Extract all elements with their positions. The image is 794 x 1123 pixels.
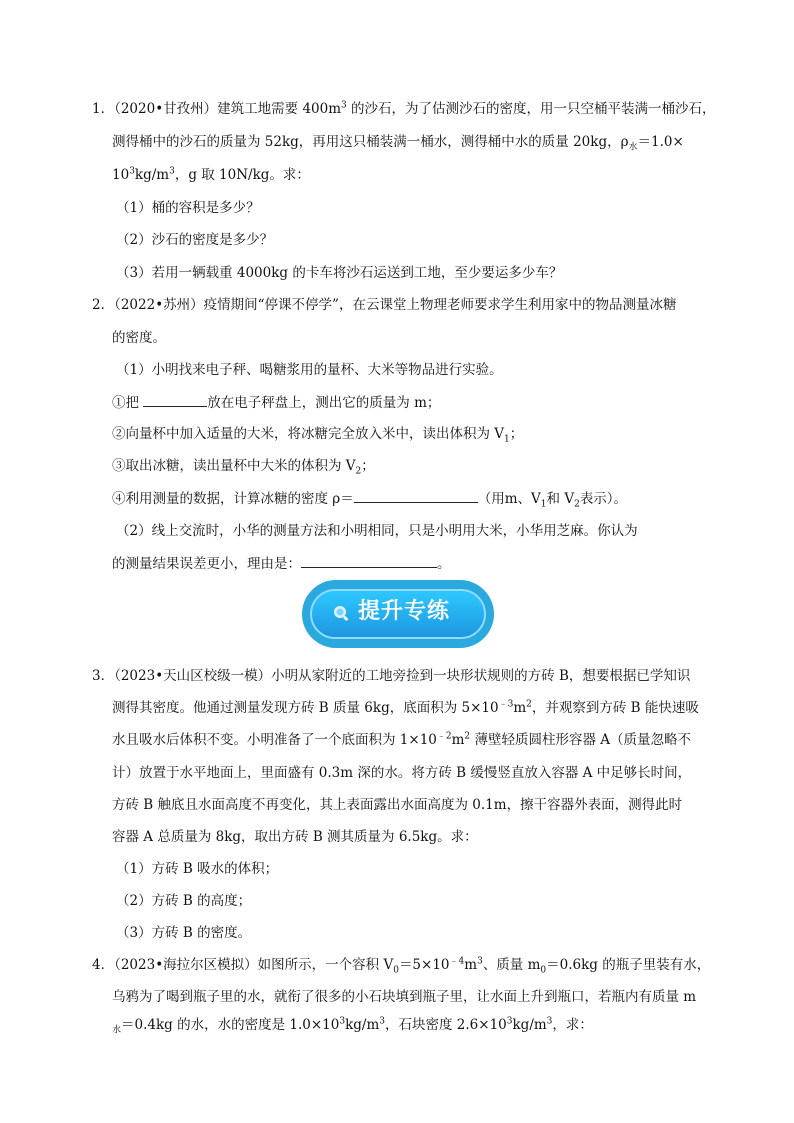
q2-step1 <box>112 393 440 412</box>
q2-text: 表示）。 <box>579 491 628 507</box>
q2-step3 <box>112 457 375 475</box>
q3-sup: 2 <box>526 699 532 710</box>
q3-line5: 方砖 B 触底且水面高度不再变化，其上表面露出水面高度为 0.1m，擦干容器外表面，测得此时 <box>112 797 683 813</box>
q1-text: 1．（2020•甘孜州）建筑工地需要 400m <box>92 101 342 117</box>
section-badge <box>302 580 494 648</box>
q4-sup: 3 <box>546 1016 553 1027</box>
q2-text: ④利用测量的数据，计算冰糖的密度 ρ＝ <box>112 491 354 507</box>
q1-text: 测得桶中的沙石的质量为 52kg，再用这只桶装满一桶水，测得桶中水的质量 20kg，ρ <box>112 134 629 150</box>
q4-text: kg/m <box>512 1017 547 1033</box>
q1-text: ，g 取 10N/kg。求： <box>174 167 310 183</box>
q3-sup: ﹣2 <box>436 731 452 742</box>
q3-line6: 容器 A 总质量为 8kg，取出方砖 B 测其质量为 6.5kg。求： <box>112 829 478 845</box>
answer-blank[interactable] <box>354 489 478 503</box>
q2-part1: （1）小明找来电子秤、喝糖浆用的量杯、大米等物品进行实验。 <box>116 362 503 378</box>
q4-line1 <box>92 956 710 974</box>
q1-text: ＝1.0× <box>637 134 684 150</box>
q4-line3 <box>112 1016 593 1034</box>
q2-sub: 1 <box>540 499 547 510</box>
q2-step2 <box>112 425 523 443</box>
q2-text: 。 <box>437 556 451 572</box>
q2-sub: 2 <box>355 466 362 477</box>
q4-sup: 3 <box>339 1016 346 1027</box>
q3-subquestion-2: （2）方砖 B 的高度； <box>116 893 252 909</box>
badge-label: 提升专练 <box>358 599 451 624</box>
q2-text: 的测量结果误差更小，理由是： <box>112 556 301 572</box>
q3-subquestion-3: （3）方砖 B 的密度。 <box>116 925 252 941</box>
q4-text: 4．（2023•海拉尔区模拟）如图所示，一个容积 V <box>92 957 394 973</box>
q1-line1 <box>92 100 716 118</box>
q3-text: 水且吸水后体积不变。小明准备了一个底面积为 1×10 <box>112 732 437 748</box>
q2-text: ； <box>509 426 524 442</box>
q2-text: ； <box>361 458 375 474</box>
q2-part2-line1: （2）线上交流时，小华的测量方法和小明相同，只是小明用大米，小华用芝麻。你认为 <box>116 523 638 539</box>
q1-sup: 3 <box>341 100 347 111</box>
magnifier-icon <box>332 604 350 622</box>
q4-sup: ﹣4 <box>449 956 465 967</box>
q3-line2 <box>112 699 699 717</box>
q4-sup: 3 <box>506 1016 513 1027</box>
q2-part2-line2 <box>112 554 451 573</box>
q3-text: m <box>513 700 527 716</box>
q1-sup: 3 <box>129 166 135 177</box>
q2-text: 放在电子秤盘上，测出它的质量为 m； <box>207 395 441 411</box>
q1-sub: 水 <box>628 142 638 153</box>
answer-blank[interactable] <box>143 393 207 407</box>
q2-step4 <box>112 489 627 508</box>
q1-sup: 3 <box>169 166 175 177</box>
q2-text: 和 V <box>546 491 575 507</box>
q3-subquestion-1: （1）方砖 B 吸水的体积； <box>116 861 279 877</box>
q3-text: 薄壁轻质圆柱形容器 A（质量忽略不 <box>470 732 691 748</box>
q4-text: m <box>464 957 478 973</box>
q1-subquestion-3: （3）若用一辆载重 4000kg 的卡车将沙石运送到工地，至少要运多少车？ <box>116 265 563 281</box>
q3-text: 测得其密度。他通过测量发现方砖 B 质量 6kg，底面积为 5×10 <box>112 700 499 716</box>
q1-line2 <box>112 133 684 151</box>
q3-text: m <box>451 732 465 748</box>
q2-line2: 的密度。 <box>112 330 166 346</box>
q4-text: ＝0.6kg 的瓶子里装有水， <box>546 957 711 973</box>
q4-text: ，石块密度 2.6×10 <box>385 1017 507 1033</box>
q4-sub: 水 <box>112 1025 122 1036</box>
q4-line2: 乌鸦为了喝到瓶子里的水，就衔了很多的小石块填到瓶子里，让水面上升到瓶口，若瓶内有质量 m <box>112 989 697 1005</box>
q4-text: ＝5×10 <box>398 957 450 973</box>
q2-sub: 2 <box>574 499 580 510</box>
q1-subquestion-1: （1）桶的容积是多少？ <box>116 200 260 216</box>
q4-text: ＝0.4kg 的水，水的密度是 1.0×10 <box>121 1017 340 1033</box>
q1-text: 10 <box>112 167 130 183</box>
q1-line3 <box>112 166 310 184</box>
q4-text: ，求： <box>552 1017 593 1033</box>
q2-text: ②向量杯中加入适量的大米，将冰糖完全放入米中，读出体积为 V <box>112 426 505 442</box>
q3-line1: 3．（2023•天山区校级一模）小明从家附近的工地旁捡到一块形状规则的方砖 B，想要根据已学知识 <box>92 668 691 684</box>
q4-sup: 3 <box>379 1016 385 1027</box>
q4-sub: 0 <box>540 965 547 976</box>
q4-sub: 0 <box>393 965 399 976</box>
q2-sub: 1 <box>504 434 510 445</box>
q4-text: kg/m <box>345 1017 380 1033</box>
q3-sup: ﹣3 <box>498 699 514 710</box>
q3-sup: 2 <box>464 731 471 742</box>
q1-text: 的沙石，为了估测沙石的密度，用一只空桶平装满一桶沙石， <box>346 101 716 117</box>
answer-blank[interactable] <box>301 554 437 568</box>
q2-line1: 2．（2022•苏州）疫情期间“停课不停学”，在云课堂上物理老师要求学生利用家中的物品测量冰糖 <box>92 297 677 313</box>
q4-text: 、质量 m <box>482 957 541 973</box>
q1-subquestion-2: （2）沙石的密度是多少？ <box>116 232 274 248</box>
q2-text: （用m、V <box>477 491 541 507</box>
q3-text: ，并观察到方砖 B 能快速吸 <box>531 700 699 716</box>
q3-line4: 计）放置于水平地面上，里面盛有 0.3m 深的水。将方砖 B 缓慢竖直放入容器 A 中足够长时间， <box>112 765 692 781</box>
q3-line3 <box>112 731 691 749</box>
q2-text: ①把 <box>112 395 144 411</box>
q4-sup: 3 <box>477 956 483 967</box>
q2-text: ③取出冰糖，读出量杯中大米的体积为 V <box>112 458 356 474</box>
q1-text: kg/m <box>134 167 170 183</box>
